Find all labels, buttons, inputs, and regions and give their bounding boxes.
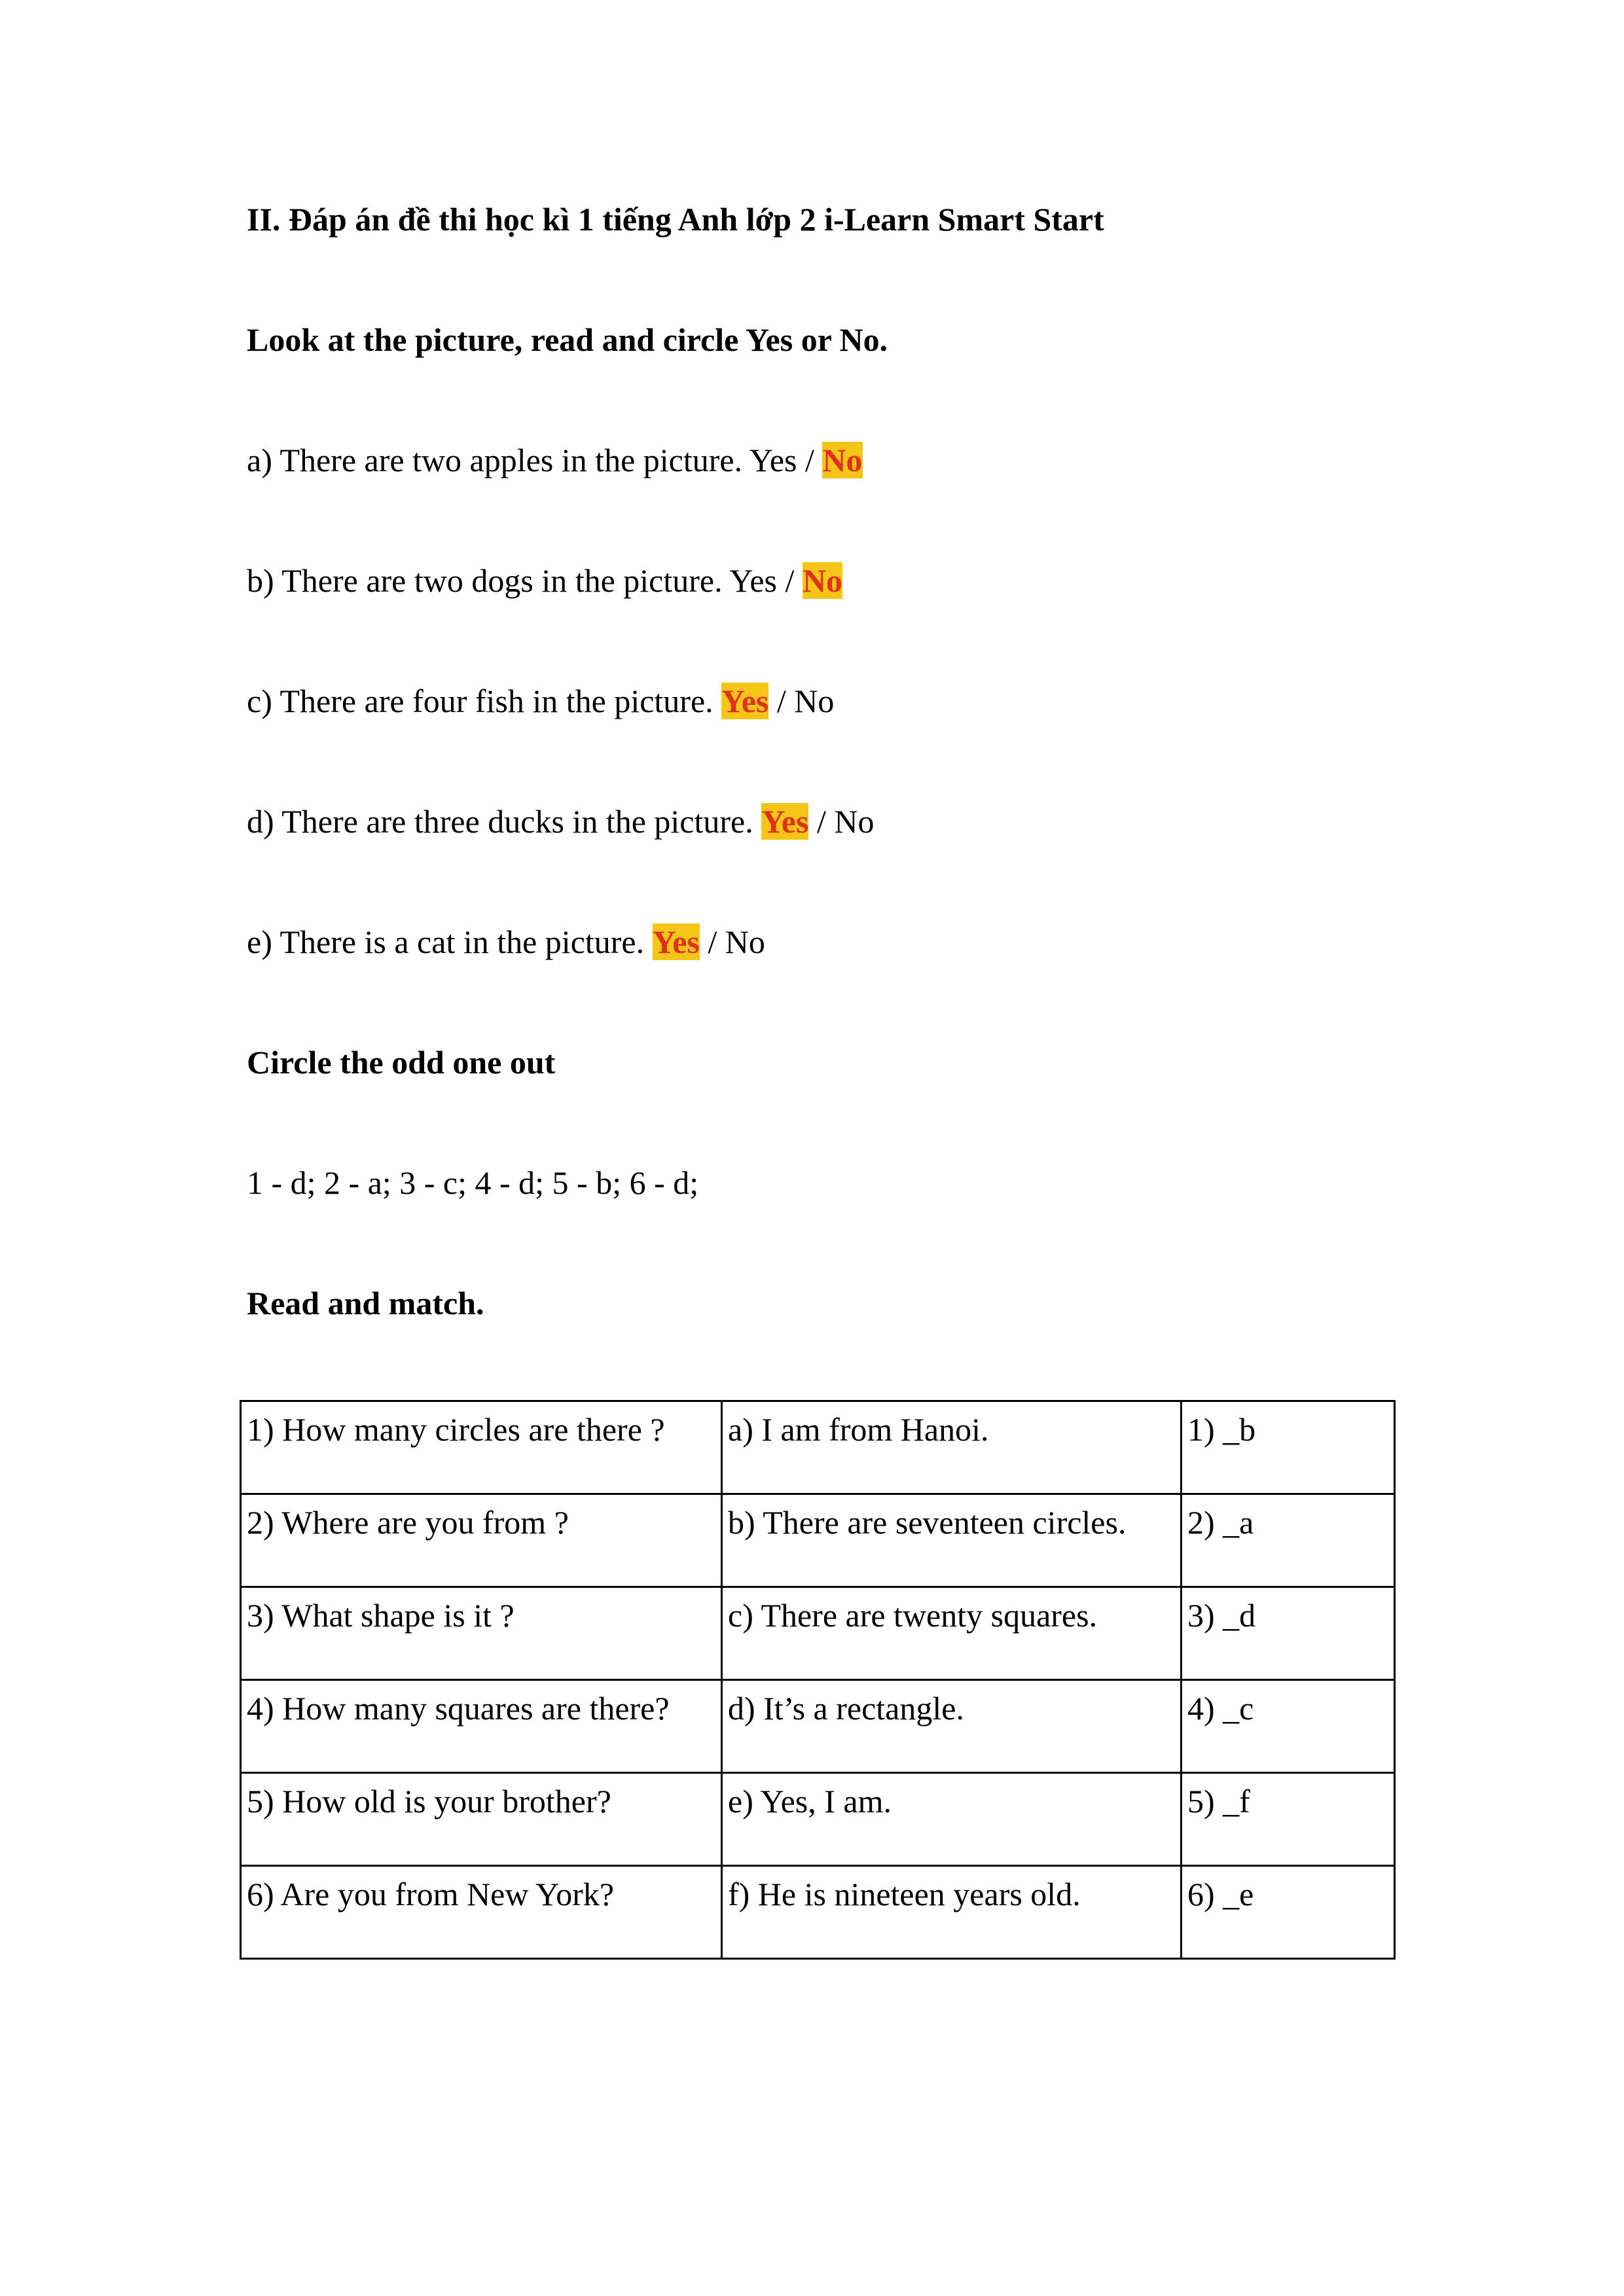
answer-cell: 3) _d (1182, 1587, 1395, 1680)
answer-cell: 2) _a (1182, 1494, 1395, 1587)
no-option: No (822, 442, 863, 478)
item-text: b) There are two dogs in the picture. (247, 562, 730, 599)
yes-no-item-c (247, 681, 834, 721)
question-cell: 3) What shape is it ? (241, 1587, 722, 1680)
question-cell: 6) Are you from New York? (241, 1866, 722, 1959)
option-cell: c) There are twenty squares. (722, 1587, 1182, 1680)
no-option: No (725, 924, 765, 960)
question-cell: 5) How old is your brother? (241, 1773, 722, 1866)
question-cell: 1) How many circles are there ? (241, 1401, 722, 1494)
section-heading-read-match: Read and match. (247, 1285, 484, 1321)
table-row (241, 1866, 1395, 1959)
match-table (240, 1400, 1396, 1960)
item-text: d) There are three ducks in the picture. (247, 803, 762, 840)
table-row (241, 1401, 1395, 1494)
section-heading-odd-one-out: Circle the odd one out (247, 1044, 556, 1081)
yes-option: Yes (749, 442, 797, 478)
yes-no-item-b (247, 561, 842, 600)
option-cell: f) He is nineteen years old. (722, 1866, 1182, 1959)
option-cell: b) There are seventeen circles. (722, 1494, 1182, 1587)
option-cell: a) I am from Hanoi. (722, 1401, 1182, 1494)
item-text: a) There are two apples in the picture. (247, 442, 749, 478)
table-row (241, 1494, 1395, 1587)
answer-cell: 4) _c (1182, 1680, 1395, 1773)
no-option: No (794, 683, 835, 719)
yes-no-item-a (247, 440, 863, 480)
yes-option: Yes (761, 803, 809, 840)
option-cell: d) It’s a rectangle. (722, 1680, 1182, 1773)
item-text: e) There is a cat in the picture. (247, 924, 653, 960)
yes-no-item-d (247, 802, 874, 841)
no-option: No (834, 803, 875, 840)
separator: / (768, 683, 795, 719)
table-row (241, 1773, 1395, 1866)
no-option: No (802, 562, 843, 599)
separator: / (797, 442, 823, 478)
yes-no-item-e (247, 922, 765, 961)
page-title: II. Đáp án đề thi học kì 1 tiếng Anh lớp 2 i-Learn Smart Start (247, 201, 1104, 238)
separator: / (699, 924, 725, 960)
item-text: c) There are four fish in the picture. (247, 683, 722, 719)
separator: / (777, 562, 803, 599)
table-row (241, 1680, 1395, 1773)
question-cell: 2) Where are you from ? (241, 1494, 722, 1587)
answer-cell: 5) _f (1182, 1773, 1395, 1866)
table-row (241, 1587, 1395, 1680)
section-heading-yes-no: Look at the picture, read and circle Yes or No. (247, 321, 888, 358)
odd-one-out-answers: 1 - d; 2 - a; 3 - c; 4 - d; 5 - b; 6 - d; (247, 1164, 699, 1201)
answer-cell: 1) _b (1182, 1401, 1395, 1494)
answer-cell: 6) _e (1182, 1866, 1395, 1959)
option-cell: e) Yes, I am. (722, 1773, 1182, 1866)
yes-option: Yes (729, 562, 778, 599)
yes-option: Yes (721, 683, 769, 719)
question-cell: 4) How many squares are there? (241, 1680, 722, 1773)
yes-option: Yes (652, 924, 700, 960)
separator: / (808, 803, 835, 840)
